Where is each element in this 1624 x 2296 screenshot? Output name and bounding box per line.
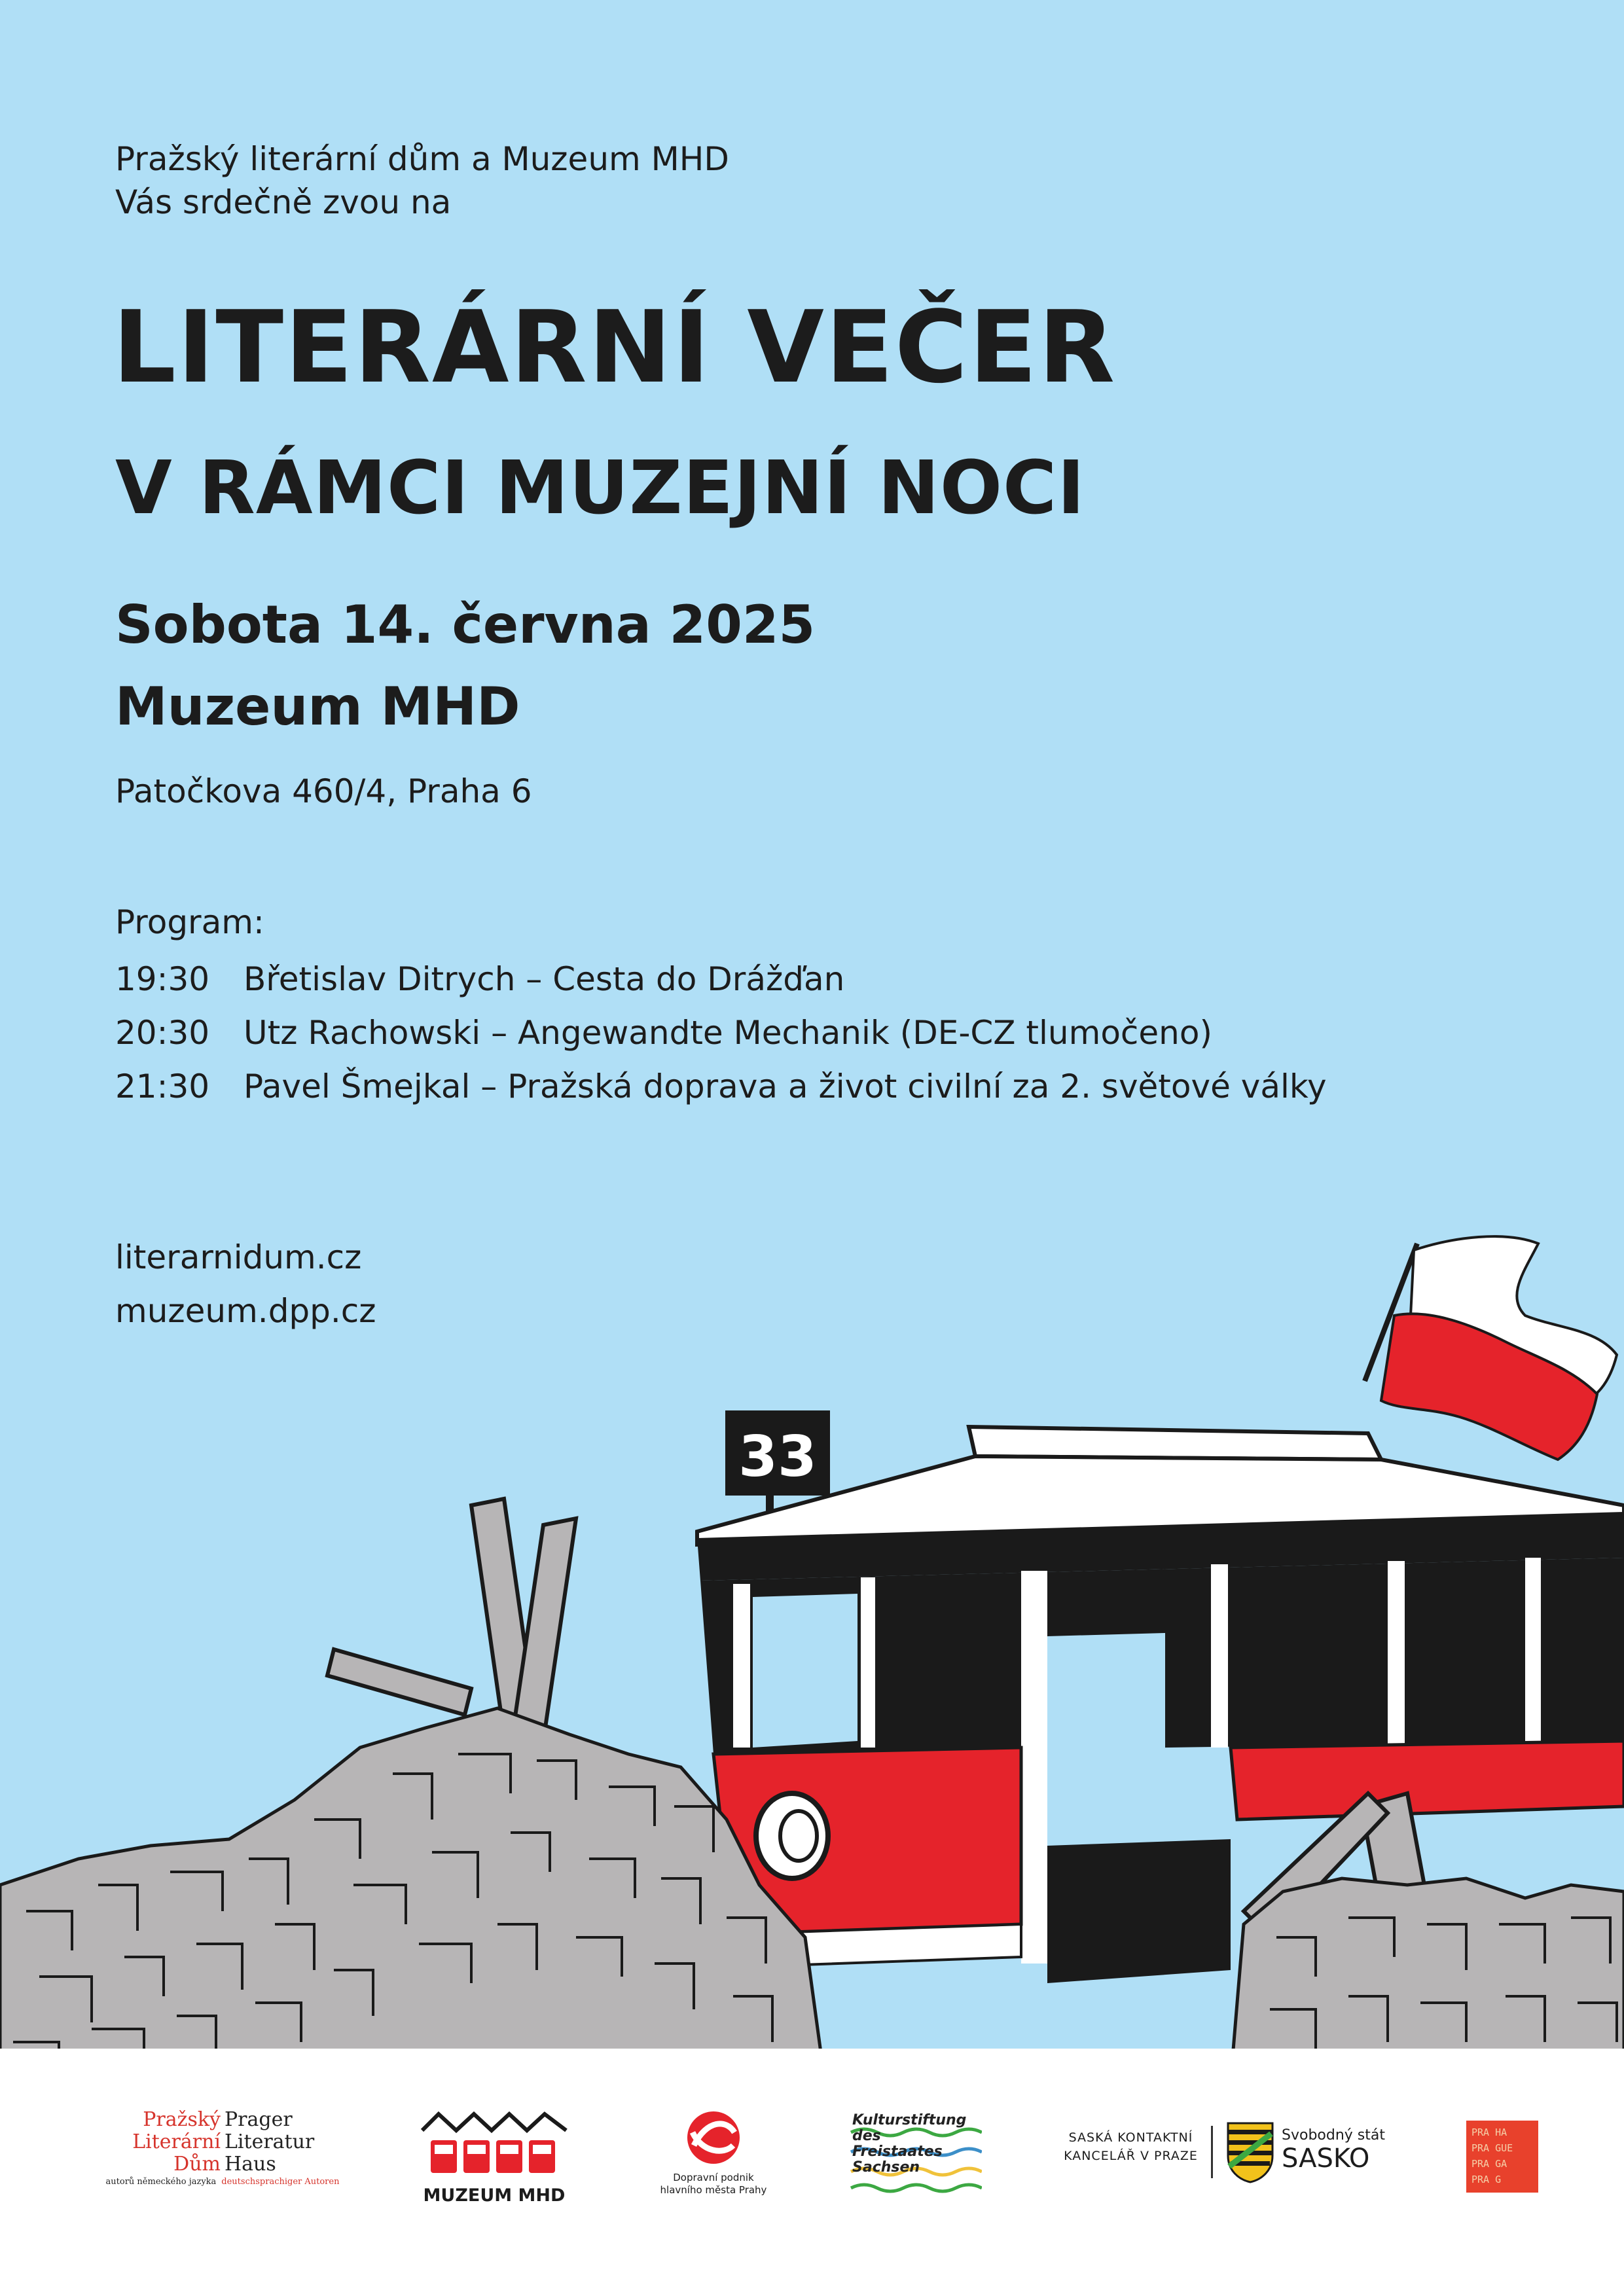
program-item <box>115 1060 1327 1113</box>
praha-logo <box>1466 2121 1538 2193</box>
praha-row-3: PRA GA <box>1471 2158 1507 2170</box>
program-text: Břetislav Ditrych – Cesta do Drážďan <box>244 960 845 998</box>
ksf-line-1: Kulturstiftung <box>852 2112 967 2128</box>
praha-row-4: PRA G <box>1471 2174 1502 2185</box>
sasko-right-2: SASKO <box>1282 2144 1370 2174</box>
pld-de-1: Prager <box>225 2108 293 2131</box>
event-venue: Muzeum MHD <box>115 676 520 737</box>
program-item <box>115 1006 1327 1060</box>
link-literarnidum[interactable]: literarnidum.cz <box>115 1238 362 1276</box>
link-muzeum-dpp[interactable]: muzeum.dpp.cz <box>115 1292 376 1330</box>
sasko-left-1: SASKÁ KONTAKTNÍ <box>1068 2130 1193 2145</box>
tram-depot-icon <box>419 2111 569 2183</box>
program-time: 21:30 <box>115 1067 210 1105</box>
ksf-line-3: Freistaates <box>852 2144 943 2160</box>
program-text: Pavel Šmejkal – Pražská doprava a život civilní za 2. světové války <box>244 1067 1327 1105</box>
route-number-sign <box>725 1410 830 1496</box>
event-date: Sobota 14. června 2025 <box>115 594 816 655</box>
program-time: 20:30 <box>115 1014 210 1052</box>
pld-cz-2: Literární <box>132 2130 221 2153</box>
pld-sub-de: deutschsprachiger Autoren <box>221 2177 340 2187</box>
pld-cz-1: Pražský <box>143 2108 221 2131</box>
intro-line-2: Vás srdečně zvou na <box>115 183 452 221</box>
muzeum-mhd-logo <box>419 2111 569 2209</box>
intro-line-1: Pražský literární dům a Muzeum MHD <box>115 140 729 178</box>
program-item <box>115 952 1327 1006</box>
route-number: 33 <box>738 1424 817 1490</box>
dpp-line-1: Dopravní podnik <box>673 2172 754 2183</box>
sasko-right-1: Svobodný stát <box>1282 2127 1385 2144</box>
praha-row-1: PRA HA <box>1471 2126 1507 2138</box>
dpp-emblem-icon <box>648 2106 779 2172</box>
prazsky-literarni-dum-logo <box>92 2109 353 2200</box>
title-line-2: V RÁMCI MUZEJNÍ NOCI <box>115 446 1085 531</box>
ksf-line-4: Sachsen <box>852 2159 920 2176</box>
sasko-left-2: KANCELÁŘ V PRAZE <box>1064 2149 1198 2163</box>
saska-kontaktni-kancelar-logo <box>1060 2121 1388 2193</box>
pld-de-3: Haus <box>225 2153 276 2176</box>
ksf-line-2: des <box>852 2128 881 2144</box>
title-line-1: LITERÁRNÍ VEČER <box>113 289 1117 405</box>
muzeum-mhd-label: MUZEUM MHD <box>423 2185 566 2206</box>
pld-de-2: Literatur <box>225 2130 315 2153</box>
program-time: 19:30 <box>115 960 210 998</box>
saxony-coat-of-arms-icon <box>1225 2121 1275 2183</box>
pld-cz-3: Dům <box>173 2153 221 2176</box>
event-address: Patočkova 460/4, Praha 6 <box>115 772 532 810</box>
program-text: Utz Rachowski – Angewandte Mechanik (DE-CZ tlumočeno) <box>244 1014 1212 1052</box>
intro-text <box>115 137 729 224</box>
pld-sub-cz: autorů německého jazyka <box>105 2177 217 2187</box>
flag-icon <box>1365 1236 1617 1460</box>
sasko-divider <box>1211 2126 1213 2178</box>
praha-row-2: PRA GUE <box>1471 2142 1513 2154</box>
dpp-logo <box>648 2106 779 2211</box>
tram-illustration <box>0 1230 1624 2081</box>
dpp-line-2: hlavního města Prahy <box>660 2184 767 2196</box>
program-list <box>115 952 1327 1113</box>
kulturstiftung-sachsen-logo <box>844 2113 982 2198</box>
program-label: Program: <box>115 903 264 941</box>
